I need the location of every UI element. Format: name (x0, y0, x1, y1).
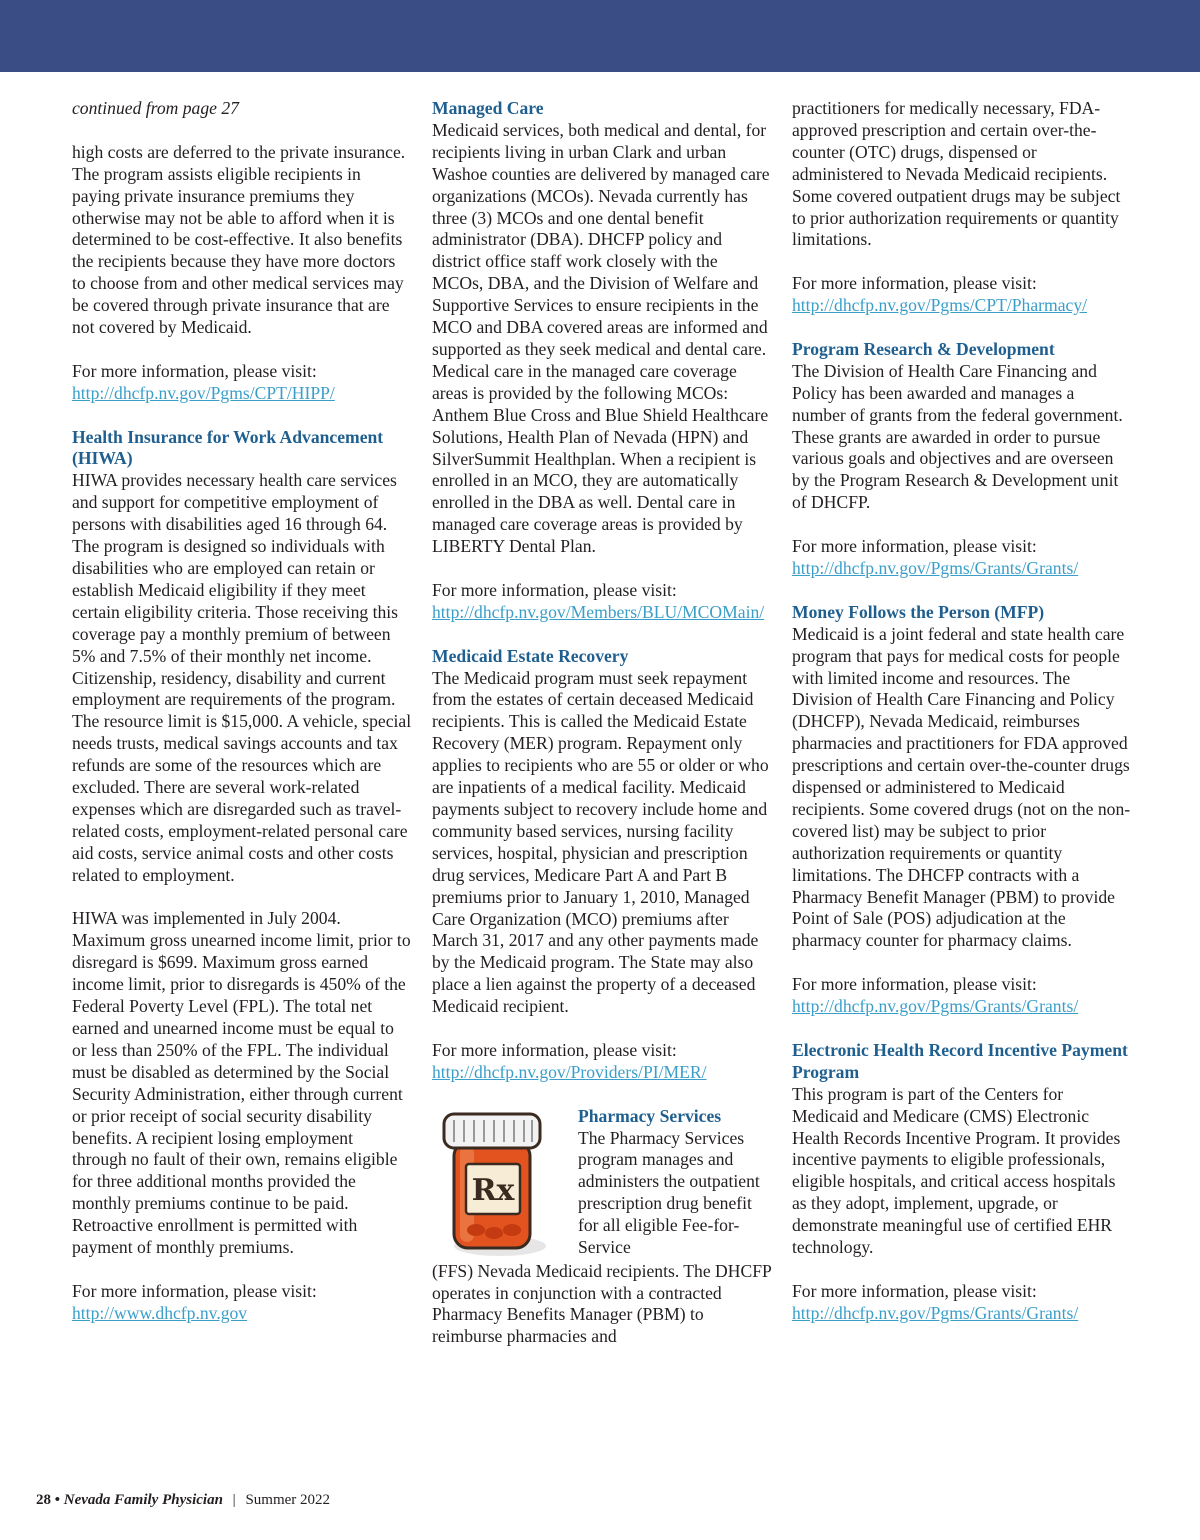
ehr-heading: Electronic Health Record Incentive Payment Program (792, 1039, 1128, 1082)
prd-heading: Program Research & Development (792, 338, 1055, 359)
pharmacy-body-b: (FFS) Nevada Medicaid recipients. The DHCFP operates in conjunction with a contracted Pharmacy Benefits Manager (PBM) to reimburse pharmacies and (432, 1260, 772, 1347)
managed-care-link[interactable]: http://dhcfp.nv.gov/Members/BLU/MCOMain/ (432, 601, 765, 622)
rx-label: Rx (471, 1172, 515, 1208)
hiwa-body-1: HIWA provides necessary health care services and support for competitive employment of persons with disabilities aged 16 through 64. The program is designed so individuals with disabilities who are employed can retain or establish Medicaid eligibility if they meet certain eligibility criteria. Those receiving this coverage pay a monthly premium of between 5% and 7.5% of their monthly net income. Citizenship, residency, disability and current employment are requirements of the program. The resource limit is $15,000. A vehicle, special needs trusts, medical savings accounts and tax refunds are some of the resources which are excluded. There are several work-related expenses which are disregarded such as travel-related costs, employment-related personal care aid costs, service animal costs and other costs related to employment. (72, 470, 412, 885)
hipp-link[interactable]: http://dhcfp.nv.gov/Pgms/CPT/HIPP/ (72, 382, 335, 403)
hiwa-heading: Health Insurance for Work Advancement (HIWA) (72, 426, 384, 469)
pharmacy-continued: practitioners for medically necessary, FDA-approved prescription and certain over-the-counter (OTC) drugs, dispensed or administered to Nevada Medicaid recipients. Some covered outpatient drugs may be subject to prior authorization requirements or quantity limitations. (792, 98, 1121, 250)
mfp-body: Medicaid is a joint federal and state health care program that pays for medical costs for people with limited income and resources. The Division of Health Care Financing and Policy (DHCFP), Nevada Medicaid, reimburses pharmacies and practitioners for FDA approved prescriptions and certain over-the-counter drugs dispensed or administered to Medicaid recipients. Some covered drugs (not on the non-covered list) may be subject to prior authorization requirements or quantity limitations. The DHCFP contracts with a Pharmacy Benefit Manager (PBM) to provide Point of Sale (POS) adjudication at the pharmacy counter for pharmacy claims. (792, 623, 1131, 951)
continued-note: continued from page 27 (72, 98, 239, 118)
hipp-body: high costs are deferred to the private insurance. The program assists eligible recipients in paying private insurance premiums they otherwise may not be able to afford when it is determined to be cost-effective. It also benefits the recipients because they have more doctors to choose from and other medical services may be covered through private insurance that are not covered by Medicaid. (72, 141, 406, 338)
pharmacy-more-info: For more information, please visit: (792, 273, 1037, 294)
pharmacy-body-a: The Pharmacy Services program manages and administers the outpatient prescription drug benefit for all eligible Fee-for-Service (578, 1127, 760, 1258)
managed-care-more-info: For more information, please visit: (432, 579, 677, 600)
ehr-body: This program is part of the Centers for Medicaid and Medicare (CMS) Electronic Health Records Incentive Program. It provides incentive payments to eligible professionals, eligible hospitals, and critical access hospitals as they adopt, implement, upgrade, or demonstrate meaningful use of certified EHR technology. (792, 1083, 1121, 1258)
pharmacy-link[interactable]: http://dhcfp.nv.gov/Pgms/CPT/Pharmacy/ (792, 295, 1088, 316)
issue-label: Summer 2022 (245, 1492, 331, 1508)
column-2 (432, 98, 772, 1370)
prescription-bottle-graphic (432, 1106, 562, 1261)
mfp-link[interactable]: http://dhcfp.nv.gov/Pgms/Grants/Grants/ (792, 996, 1079, 1017)
ehr-more-info: For more information, please visit: (792, 1280, 1037, 1301)
managed-care-body: Medicaid services, both medical and dental, for recipients living in urban Clark and urban Washoe counties are delivered by managed care organizations (MCOs). Nevada currently has three (3) MCOs and one dental benefit administrator (DBA). DHCFP policy and district office staff work closely with the MCOs, DBA, and the Division of Welfare and Supportive Services to ensure recipients in the MCO and DBA covered areas are informed and supported as they seek medical and dental care. Medical care in the managed care coverage areas is provided by the following MCOs: Anthem Blue Cross and Blue Shield Healthcare Solutions, Health Plan of Nevada (HPN) and SilverSummit Healthplan. When a recipient is enrolled in an MCO, they are automatically enrolled in the DBA as well. Dental care in managed care coverage areas is provided by LIBERTY Dental Plan. (432, 119, 770, 557)
mfp-more-info: For more information, please visit: (792, 974, 1037, 995)
estate-recovery-body: The Medicaid program must seek repayment from the estates of certain deceased Medicaid recipients. This is called the Medicaid Estate Recovery (MER) program. Repayment only applies to recipients who are 55 or older or who are inpatients of a medical facility. Medicaid payments subject to recovery include home and community based services, nursing facility services, hospital, physician and prescription drug services, Medicare Part A and Part B premiums prior to January 1, 2010, Managed Care Organization (MCO) premiums after March 31, 2017 and any other payments made by the Medicaid program. The State may also place a lien against the property of a deceased Medicaid recipient. (432, 667, 769, 1017)
hiwa-more-info: For more information, please visit: (72, 1280, 317, 1301)
page-footer (36, 1490, 330, 1510)
estate-recovery-heading: Medicaid Estate Recovery (432, 645, 629, 666)
pharmacy-section (432, 1106, 772, 1261)
ehr-link[interactable]: http://dhcfp.nv.gov/Pgms/Grants/Grants/ (792, 1302, 1079, 1323)
hiwa-body-2: HIWA was implemented in July 2004. Maximum gross unearned income limit, prior to disregard is $699. Maximum gross earned income limit, prior to disregards is 450% of the Federal Poverty Level (FPL). The total net earned and unearned income must be equal to or less than 250% of the FPL. The individual must be disabled as determined by the Social Security Administration, either through current or prior receipt of social security disability benefits. A recipient losing employment through no fault of their own, remains eligible for three additional months provided the monthly premiums continue to be paid. Retroactive enrollment is permitted with payment of monthly premiums. (72, 908, 411, 1258)
prescription-bottle-icon (432, 1106, 562, 1261)
header-banner (0, 0, 1200, 72)
footer-bullet: • (54, 1492, 61, 1508)
prd-link[interactable]: http://dhcfp.nv.gov/Pgms/Grants/Grants/ (792, 557, 1079, 578)
hipp-more-info: For more information, please visit: (72, 360, 317, 381)
column-3 (792, 98, 1132, 1347)
hiwa-link[interactable]: http://www.dhcfp.nv.gov (72, 1302, 248, 1323)
estate-recovery-link[interactable]: http://dhcfp.nv.gov/Providers/PI/MER/ (432, 1061, 707, 1082)
prd-more-info: For more information, please visit: (792, 536, 1037, 557)
mfp-heading: Money Follows the Person (MFP) (792, 601, 1045, 622)
estate-recovery-more-info: For more information, please visit: (432, 1039, 677, 1060)
prd-body: The Division of Health Care Financing and Policy has been awarded and manages a number of grants from the federal government. These grants are awarded in order to pursue various goals and objectives and are overseen by the Program Research & Development unit of DHCFP. (792, 360, 1123, 513)
magazine-title: Nevada Family Physician (63, 1492, 223, 1508)
managed-care-heading: Managed Care (432, 98, 544, 118)
pharmacy-heading: Pharmacy Services (578, 1105, 722, 1126)
page-number: 28 (36, 1492, 51, 1508)
column-1 (72, 98, 412, 1347)
footer-separator: | (232, 1492, 236, 1508)
